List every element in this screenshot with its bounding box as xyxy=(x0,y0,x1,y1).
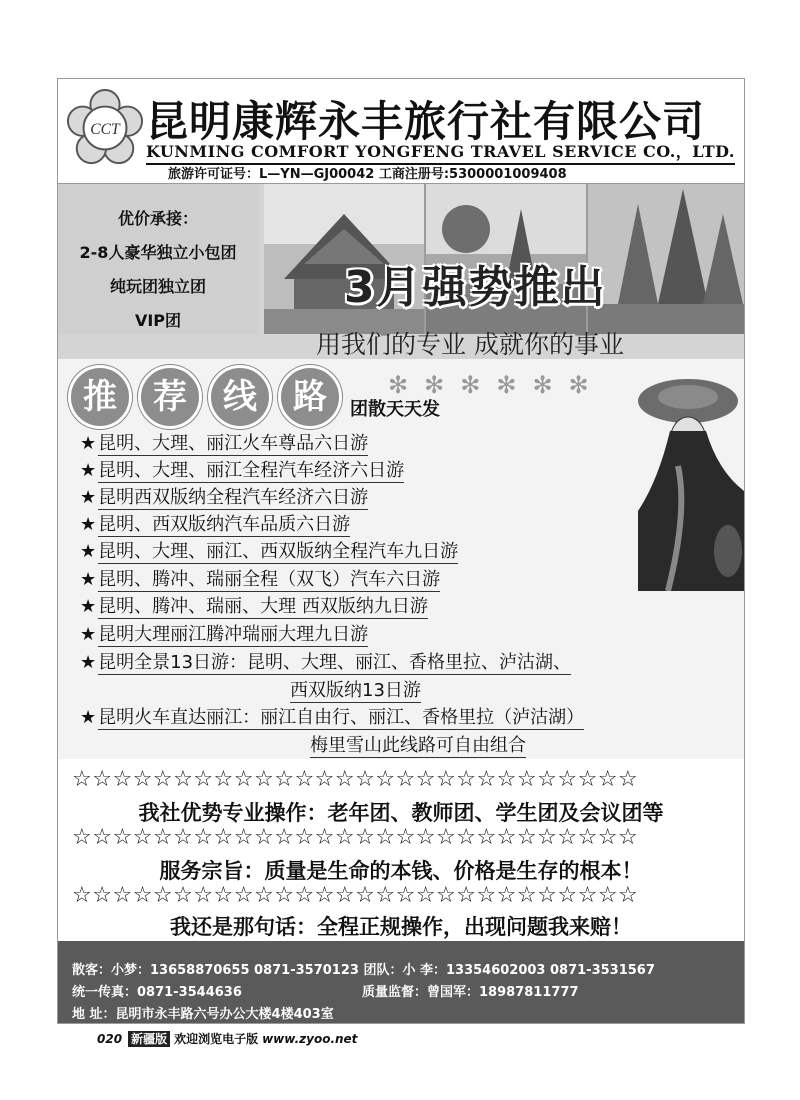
star-row-icon: ☆☆☆☆☆☆☆☆☆☆☆☆☆☆☆☆☆☆☆☆☆☆☆☆☆☆☆☆ xyxy=(72,825,639,850)
route-text: 昆明火车直达丽江：丽江自由行、丽江、香格里拉（泸沽湖） xyxy=(98,707,585,728)
contact-supervision: 质量监督：曾国军：18987811777 xyxy=(362,985,579,1000)
route-text: 梅里雪山此线路可自由组合 xyxy=(310,735,526,756)
advertisement-page xyxy=(57,78,745,1024)
title-char: 推 xyxy=(68,365,132,429)
star-icon: ★ xyxy=(80,569,97,590)
contact-address: 地 址：昆明市永丰路六号办公大楼4楼403室 xyxy=(72,1007,334,1022)
flower-decoration-icon: ✻✻✻✻✻✻ xyxy=(388,371,605,399)
banner-title: 3月强势推出 xyxy=(344,262,607,313)
route-text: 西双版纳13日游 xyxy=(290,680,421,701)
star-icon: ★ xyxy=(80,460,97,481)
route-text: 昆明、西双版纳汽车品质六日游 xyxy=(98,514,351,535)
star-icon: ★ xyxy=(80,433,97,454)
star-row-icon: ☆☆☆☆☆☆☆☆☆☆☆☆☆☆☆☆☆☆☆☆☆☆☆☆☆☆☆☆ xyxy=(72,767,639,792)
promo-line: VIP团 xyxy=(134,311,182,330)
edition-badge: 新疆版 xyxy=(128,1031,170,1047)
page-number: 020 xyxy=(97,1032,123,1046)
route-item xyxy=(80,537,458,563)
route-item xyxy=(80,483,368,509)
route-item xyxy=(80,648,571,674)
star-icon: ★ xyxy=(80,707,97,728)
star-icon: ★ xyxy=(80,596,97,617)
company-name-cn: 昆明康辉永丰旅行社有限公司 xyxy=(146,97,706,146)
logo-text: CCT xyxy=(90,120,120,138)
star-icon: ★ xyxy=(80,541,97,562)
star-icon: ★ xyxy=(80,624,97,645)
flower-logo-icon xyxy=(66,89,144,167)
company-name-en: KUNMING COMFORT YONGFENG TRAVEL SERVICE CO.，LTD. xyxy=(146,139,735,165)
contact-box xyxy=(58,941,744,1023)
route-text: 昆明大理丽江腾冲瑞丽大理九日游 xyxy=(98,624,369,645)
route-item xyxy=(80,703,584,729)
daily-departure: 团散天天发 xyxy=(350,399,440,420)
route-text: 昆明、腾冲、瑞丽全程（双飞）汽车六日游 xyxy=(98,569,441,590)
title-char: 荐 xyxy=(138,365,202,429)
route-item xyxy=(80,620,368,646)
promo-line: 优价承接： xyxy=(117,209,198,228)
website-link[interactable]: www.zyoo.net xyxy=(262,1032,358,1046)
dai-woman-figure-icon xyxy=(578,371,744,591)
route-text: 昆明西双版纳全程汽车经济六日游 xyxy=(98,487,369,508)
route-item xyxy=(80,429,368,455)
route-item xyxy=(80,592,428,618)
promo-line: 纯玩团独立团 xyxy=(109,277,206,296)
route-text: 昆明、大理、丽江火车尊品六日游 xyxy=(98,433,369,454)
page-footer xyxy=(97,1030,357,1047)
stupa-photo-icon xyxy=(588,184,744,334)
slogan: 用我们的专业 成就你的事业 xyxy=(316,330,624,359)
route-item xyxy=(80,456,404,482)
recommended-routes-title xyxy=(68,365,348,429)
route-item xyxy=(80,510,350,536)
title-char: 路 xyxy=(278,365,342,429)
route-text: 昆明全景13日游：昆明、大理、丽江、香格里拉、泸沽湖、 xyxy=(98,652,572,673)
promo-offer xyxy=(58,184,258,334)
promo-line: 2-8人豪华独立小包团 xyxy=(79,243,237,262)
star-icon: ★ xyxy=(80,487,97,508)
star-icon: ★ xyxy=(80,652,97,673)
route-text: 昆明、腾冲、瑞丽、大理 西双版纳九日游 xyxy=(98,596,428,617)
title-char: 线 xyxy=(208,365,272,429)
header xyxy=(58,79,744,184)
route-item-continued xyxy=(290,676,421,702)
route-text: 昆明、大理、丽江全程汽车经济六日游 xyxy=(98,460,405,481)
route-item-continued xyxy=(310,731,526,757)
route-item xyxy=(80,565,440,591)
contact-phones: 散客：小梦：13658870655 0871-3570123 团队：小 李：13354602003 0871-3531567 xyxy=(72,963,655,978)
contact-fax: 统一传真：0871-3544636 xyxy=(72,985,242,1000)
star-icon: ★ xyxy=(80,514,97,535)
promise-text: 我还是那句话：全程正规操作，出现问题我来赔！ xyxy=(170,915,632,939)
license-numbers: 旅游许可证号：L—YN—GJ00042 工商注册号:5300001009408 xyxy=(168,167,567,182)
welcome-text: 欢迎浏览电子版 xyxy=(174,1032,259,1046)
route-text: 昆明、大理、丽江、西双版纳全程汽车九日游 xyxy=(98,541,459,562)
advantage-text: 我社优势专业操作：老年团、教师团、学生团及会议团等 xyxy=(138,801,664,825)
tenet-text: 服务宗旨：质量是生命的本钱、价格是生存的根本！ xyxy=(159,859,643,883)
star-row-icon: ☆☆☆☆☆☆☆☆☆☆☆☆☆☆☆☆☆☆☆☆☆☆☆☆☆☆☆☆ xyxy=(72,883,639,908)
